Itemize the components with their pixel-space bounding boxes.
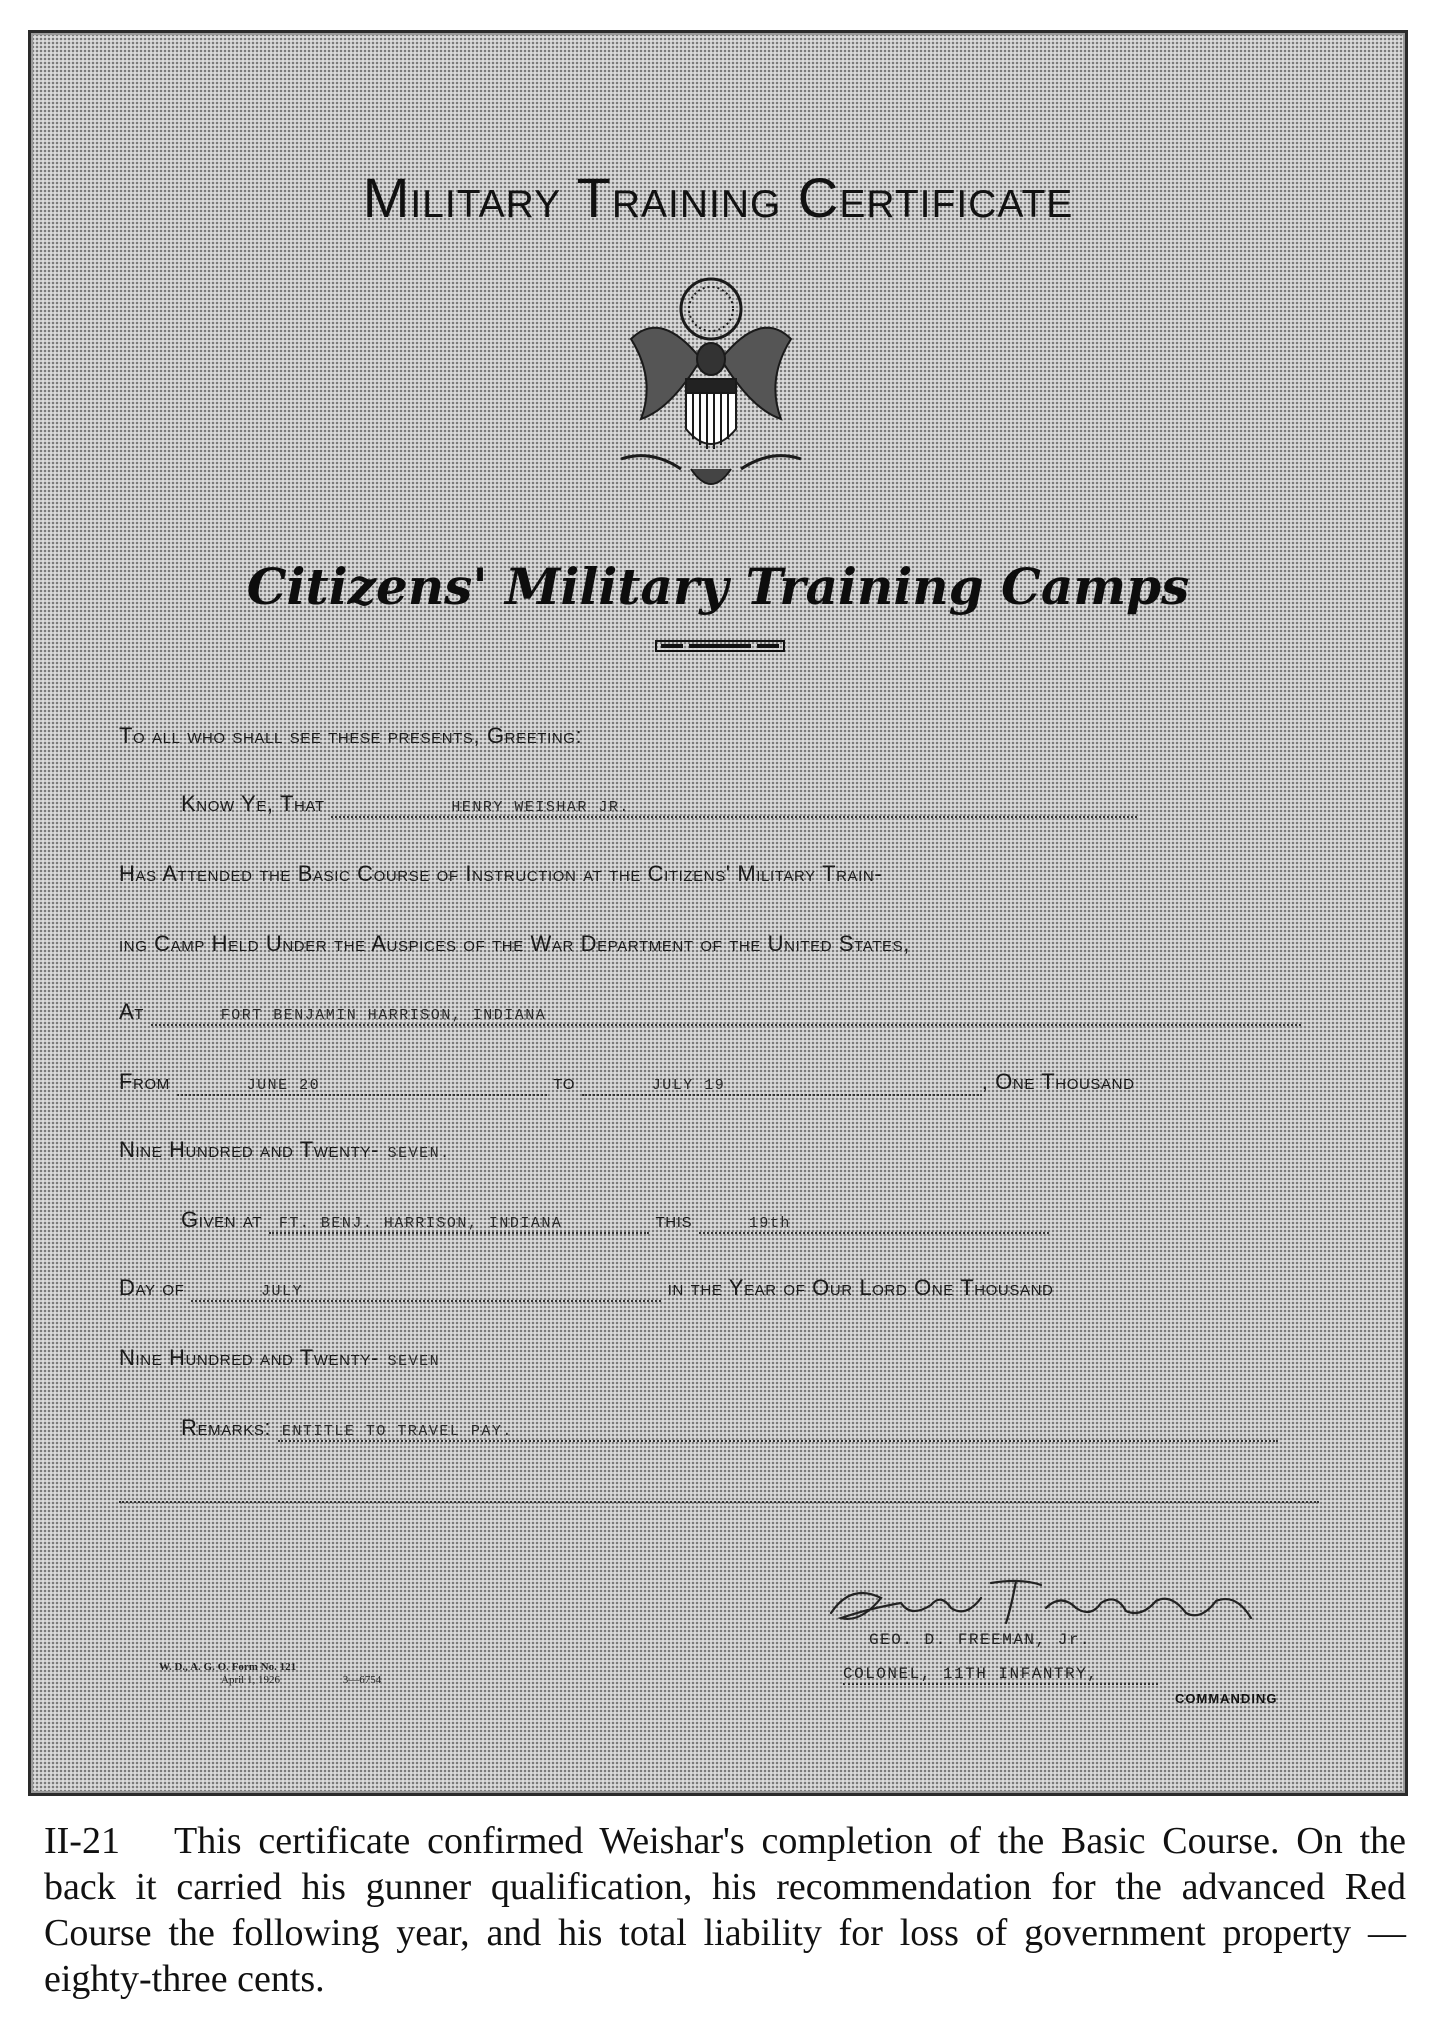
given-day: 19th (699, 1215, 1049, 1234)
given-month: JULY (191, 1283, 661, 1302)
nine-hundred-text-2: Nine Hundred and Twenty- (119, 1345, 379, 1370)
given-at-place: FT. BENJ. HARRISON, INDIANA (269, 1215, 649, 1234)
camp-location: FORT BENJAMIN HARRISON, INDIANA (151, 1007, 1301, 1026)
location-line (119, 999, 1301, 1026)
given-at-label: Given at (181, 1207, 263, 1232)
commanding-label: COMMANDING (1175, 1691, 1278, 1706)
form-number (159, 1661, 381, 1687)
this-label: this (655, 1207, 693, 1232)
year-of-lord-text: in the Year of Our Lord One Thousand (667, 1275, 1054, 1300)
attended-line-2: ing Camp Held Under the Auspices of the War Department of the United States, (119, 931, 910, 956)
nine-hundred-text-1: Nine Hundred and Twenty- (119, 1137, 379, 1162)
form-code: 3—6754 (342, 1674, 382, 1686)
ornament-divider (655, 639, 785, 653)
dates-line (119, 1069, 1135, 1096)
remarks-blank-line (119, 1483, 1319, 1509)
from-date: JUNE 20 (177, 1077, 547, 1096)
certificate-title: Military Training Certificate (362, 166, 1074, 229)
camps-heading: Citizens' Military Training Camps (246, 557, 1190, 616)
form-date: April 1, 1926 (221, 1674, 280, 1686)
to-label: to (553, 1069, 576, 1094)
from-label: From (119, 1069, 170, 1094)
caption-text: This certificate confirmed Weishar's completion of the Basic Course. On the back it carried his gunner qualification, his recommendation for the advanced Red Course the following year, and his total liability for loss of government property — eighty-three cents. (44, 1820, 1406, 2000)
to-date: JULY 19 (582, 1077, 982, 1096)
one-thousand-text: , One Thousand (981, 1069, 1135, 1094)
at-label: At (119, 999, 145, 1024)
form-number-text: W. D., A. G. O. Form No. 121 (159, 1661, 297, 1673)
year-line-1 (119, 1137, 461, 1163)
know-ye-line (181, 791, 1137, 818)
year-fill-1: SEVEN. (387, 1145, 451, 1162)
signer-title: COLONEL, 11TH INFANTRY, (843, 1665, 1158, 1685)
eagle-seal-icon (601, 269, 821, 509)
year-fill-2: SEVEN (387, 1353, 441, 1370)
remarks-text: ENTITLE TO TRAVEL PAY. (278, 1423, 1278, 1442)
signer-name: GEO. D. FREEMAN, Jr. (869, 1631, 1092, 1649)
attended-line-1: Has Attended the Basic Course of Instruction at the Citizens' Military Train- (119, 861, 883, 886)
greeting-line: To all who shall see these presents, Greeting: (119, 723, 583, 748)
know-ye-label: Know Ye, That (181, 791, 325, 816)
day-of-label: Day of (119, 1275, 185, 1300)
figure-caption (44, 1818, 1406, 2002)
day-of-line (119, 1275, 1053, 1302)
figure-number: II-21 (44, 1820, 120, 1862)
year-line-2 (119, 1345, 450, 1371)
certificate (28, 30, 1408, 1796)
recipient-name: HENRY WEISHAR JR. (331, 799, 1137, 818)
remarks-label: Remarks: (181, 1415, 272, 1440)
given-line (181, 1207, 1049, 1234)
remarks-line (181, 1415, 1278, 1442)
